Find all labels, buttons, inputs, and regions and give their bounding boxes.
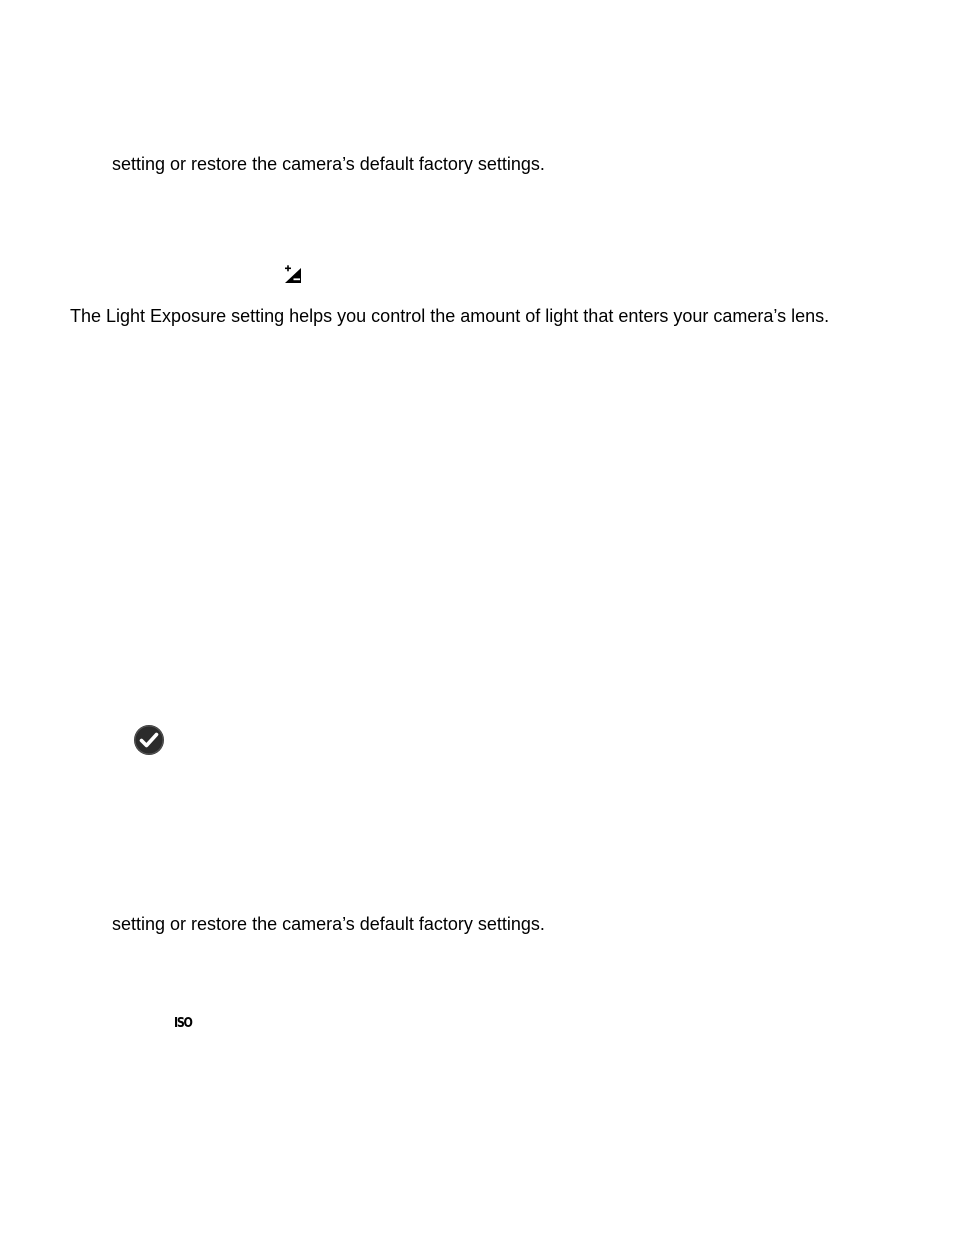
check-circle-icon	[133, 724, 165, 756]
iso-icon: ISO	[174, 1016, 192, 1031]
exposure-compensation-icon	[283, 265, 303, 283]
body-text-line: setting or restore the camera’s default factory settings.	[112, 914, 545, 934]
body-text-line: The Light Exposure setting helps you control the amount of light that enters your camera’s lens.	[70, 306, 830, 326]
body-text-line: setting or restore the camera’s default factory settings.	[112, 154, 545, 174]
